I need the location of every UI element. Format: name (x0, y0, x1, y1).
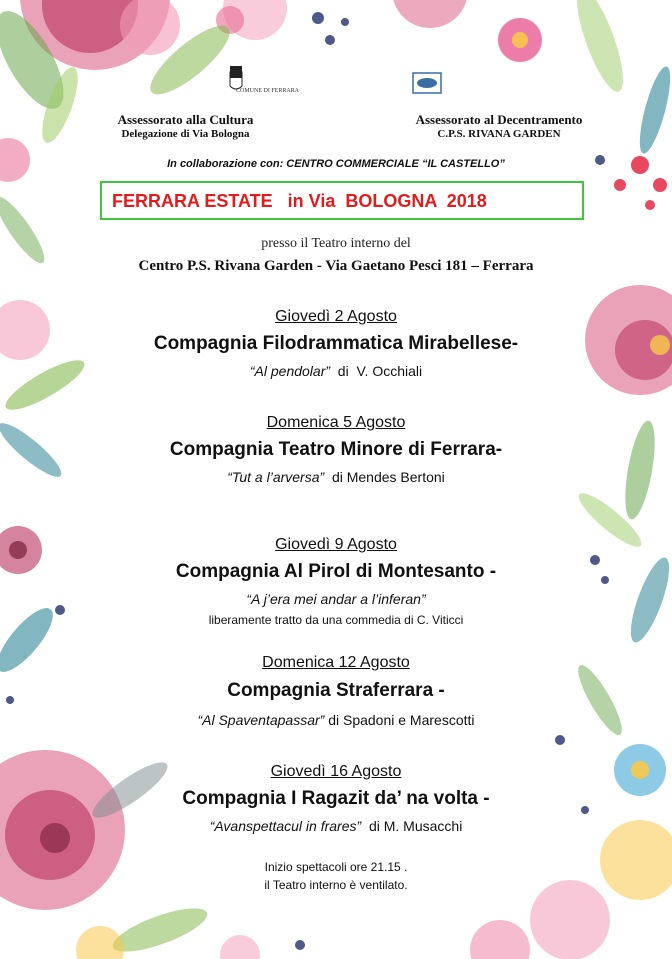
event-company: Compagnia I Ragazit da’ na volta - (182, 788, 490, 809)
comune-ferrara-logo (222, 64, 314, 108)
event-note: liberamente tratto da una commedia di C. Viticci (208, 613, 464, 627)
event-play (0, 469, 672, 485)
org-right-title: Assessorato al Decentramento (415, 112, 583, 127)
event-date: Domenica 12 Agosto (262, 654, 410, 671)
event-company: Compagnia Filodrammatica Mirabellese- (153, 333, 519, 354)
rivana-garden-logo (412, 72, 442, 94)
comune-logo-text: COMUNE DI FERRARA (236, 88, 300, 94)
event-play-author: di Mendes Bertoni (324, 469, 445, 485)
event-play-title: “Avanspettacul in frares” (209, 818, 362, 834)
event-date: Giovedì 2 Agosto (275, 308, 397, 325)
event-play-author: di Spadoni e Marescotti (324, 712, 475, 728)
event-date: Giovedì 16 Agosto (270, 763, 402, 780)
event-company: Compagnia Al Pirol di Montesanto - (175, 561, 497, 582)
festival-title-box (100, 181, 584, 220)
collaboration-line: In collaborazione con: CENTRO COMMERCIALE “IL CASTELLO” (167, 158, 505, 170)
festival-title: FERRARA ESTATE in Via BOLOGNA 2018 (112, 191, 487, 211)
org-right-subtitle: C.P.S. RIVANA GARDEN (437, 128, 561, 140)
event-play (0, 591, 672, 607)
event-play-title: “Tut a l’arversa” (227, 469, 325, 485)
event-company: Compagnia Straferrara - (227, 680, 445, 701)
event-date: Giovedì 9 Agosto (275, 536, 397, 553)
event-play-author: di M. Musacchi (361, 818, 463, 834)
event-play (0, 818, 672, 834)
venue-line-2: Centro P.S. Rivana Garden - Via Gaetano Pesci 181 – Ferrara (138, 258, 534, 274)
footer-start-time: Inizio spettacoli ore 21.15 . (264, 860, 408, 874)
event-play (0, 712, 672, 728)
venue-line-1: presso il Teatro interno del (261, 236, 411, 251)
footer-ventilation-note: il Teatro interno è ventilato. (264, 878, 408, 892)
org-left-subtitle: Delegazione di Via Bologna (121, 128, 250, 140)
event-date: Domenica 5 Agosto (266, 414, 406, 431)
event-play-title: “Al Spaventapassar” (197, 712, 325, 728)
event-play-author: di V. Occhiali (330, 363, 423, 379)
event-play-title: “Al pendolar” (249, 363, 331, 379)
event-company: Compagnia Teatro Minore di Ferrara- (169, 439, 503, 460)
org-left-title: Assessorato alla Cultura (117, 112, 254, 127)
event-play-title: “A j’era mei andar a l’inferan” (246, 591, 426, 607)
event-play (0, 363, 672, 379)
